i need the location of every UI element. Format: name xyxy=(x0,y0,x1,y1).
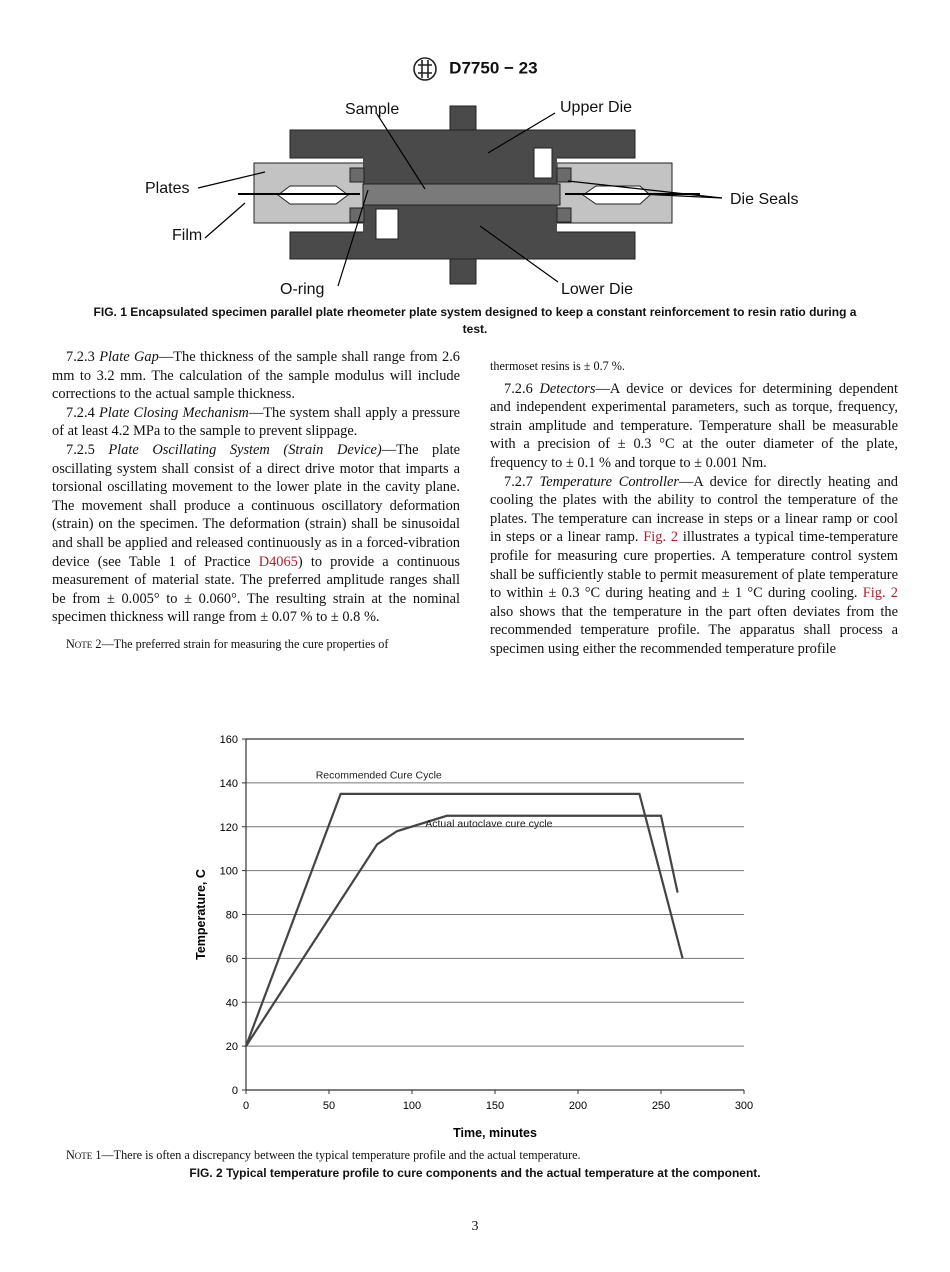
y-tick-label: 0 xyxy=(231,1085,238,1097)
figure-1-caption-line2: test. xyxy=(462,322,488,336)
reference-link[interactable]: Fig. 2 xyxy=(862,585,899,602)
series-line-recommended xyxy=(246,794,683,1046)
y-tick-label: 100 xyxy=(219,865,238,878)
label-die-seals: Die Seals xyxy=(730,191,799,208)
page-number: 3 xyxy=(471,1219,479,1234)
note-1-text: —There is often a discrepancy between the typical temperature profile and the actual temperature. xyxy=(101,1148,581,1162)
y-tick-label: 140 xyxy=(219,777,238,790)
y-tick-label: 160 xyxy=(219,734,238,746)
section-paragraph xyxy=(52,404,460,441)
section-paragraph xyxy=(52,348,460,404)
figure-1-diagram xyxy=(0,0,950,310)
paragraph-text: —The plate oscillating system shall consist of a direct drive motor that imparts a torsional oscillating movement to the lower plate in the cavity plane. The movement shall produce a continuous oscillatory deformation (strain) on the specimen. The deformation (strain) shall be sinusoidal and shall be applied and released continuously as in a forced-vibration device (see Table 1 of Practice xyxy=(52,441,460,570)
document-designation: D7750 − 23 xyxy=(449,58,538,78)
y-tick-label: 120 xyxy=(219,821,238,834)
note-1 xyxy=(52,1146,902,1165)
section-title: Plate Oscillating System (Strain Device) xyxy=(108,441,382,458)
section-number: 7.2.6 xyxy=(504,380,533,397)
figure-2-chart xyxy=(0,725,950,1145)
note-2-label: Note 2 xyxy=(66,636,102,651)
label-o-ring: O-ring xyxy=(280,281,325,298)
x-tick-label: 250 xyxy=(651,1100,671,1112)
note-2-start xyxy=(52,635,460,654)
label-plates: Plates xyxy=(145,180,190,197)
section-number: 7.2.7 xyxy=(504,473,533,490)
paragraph-text: illustrates a typical time-temperature profile for measuring cure properties. A temperature control system shall be sufficiently stable to permit measurement of plate temperature to within ± 0.3 °C during heating and ± 1 °C during cooling. xyxy=(490,529,898,602)
x-tick-label: 0 xyxy=(242,1100,250,1112)
figure-1-caption xyxy=(50,304,900,338)
x-tick-label: 150 xyxy=(485,1100,505,1112)
paragraph-text: also shows that the temperature in the part often deviates from the recommended temperature profile. The apparatus shall process a specimen using either the recommended temperature profile xyxy=(490,603,898,657)
paragraph-text: ) to provide a continuous measurement of material state. The preferred amplitude ranges shall be from ± 0.005° to ± 0.060°. The resulting strain at the nominal specimen thickness will range from ± 0.07 % to ± 0.8 %. xyxy=(52,553,460,626)
paragraph-text: —The thickness of the sample shall range from 2.6 mm to 3.2 mm. The calculation of the sample modulus will include corrections to the actual sample thickness. xyxy=(52,349,460,403)
note-1-label: Note 1 xyxy=(66,1148,102,1162)
right-column xyxy=(490,357,898,659)
section-paragraph xyxy=(52,441,460,627)
x-tick-label: 300 xyxy=(734,1100,754,1112)
x-tick-label: 100 xyxy=(402,1100,422,1112)
label-lower-die: Lower Die xyxy=(561,281,634,298)
figure-1-caption-line1: FIG. 1 Encapsulated specimen parallel plate rheometer plate system designed to keep a constant reinforcement to resin ratio during a xyxy=(93,305,857,319)
y-tick-label: 40 xyxy=(225,997,238,1010)
y-tick-label: 20 xyxy=(225,1041,238,1054)
paragraph-text: —A device for directly heating and cooling the plates with the ability to control the temperature of the plates. The temperature can increase in steps or a linear ramp or cool in steps or a linear ramp. xyxy=(490,473,898,546)
y-axis-label: Temperature, C xyxy=(194,869,208,960)
y-tick-label: 60 xyxy=(225,953,238,966)
paragraph-text: —The system shall apply a pressure of at least 4.2 MPa to the sample to prevent slippage. xyxy=(52,404,460,440)
note-2-text-a: —The preferred strain for measuring the cure properties of xyxy=(101,636,389,651)
note-2-text-b: thermoset resins is ± 0.7 %. xyxy=(490,359,625,373)
section-number: 7.2.3 xyxy=(66,349,95,365)
label-sample: Sample xyxy=(345,101,400,118)
paragraph-text: —A device or devices for determining dependent and independent experimental parameters, such as torque, frequency, strain amplitude and temperature. Temperature shall be measurable with a precision of ± 0.3 °C at the outer diameter of the plate, frequency to ± 0.1 % and torque to ± 0.001 Nm. xyxy=(490,380,898,471)
section-title: Temperature Controller xyxy=(539,473,679,490)
x-tick-label: 200 xyxy=(568,1100,588,1112)
series-annotation: Actual autoclave cure cycle xyxy=(425,817,553,830)
section-paragraph xyxy=(490,380,898,473)
series-annotation: Recommended Cure Cycle xyxy=(315,769,442,782)
section-number: 7.2.4 xyxy=(66,404,95,421)
x-tick-label: 50 xyxy=(322,1100,336,1112)
y-tick-label: 80 xyxy=(225,909,238,922)
x-axis-label: Time, minutes xyxy=(453,1126,537,1140)
left-column xyxy=(52,348,460,654)
label-upper-die: Upper Die xyxy=(560,99,633,116)
reference-link[interactable]: Fig. 2 xyxy=(643,529,679,546)
reference-link[interactable]: D4065 xyxy=(258,553,298,570)
figure-2-caption: FIG. 2 Typical temperature profile to cure components and the actual temperature at the component. xyxy=(189,1166,761,1180)
section-paragraph xyxy=(490,473,898,659)
section-number: 7.2.5 xyxy=(66,441,95,458)
series-line-actual xyxy=(246,816,678,1046)
label-film: Film xyxy=(172,227,203,244)
section-title: Detectors xyxy=(539,380,596,397)
section-title: Plate Closing Mechanism xyxy=(98,404,249,421)
section-title: Plate Gap xyxy=(99,349,159,365)
